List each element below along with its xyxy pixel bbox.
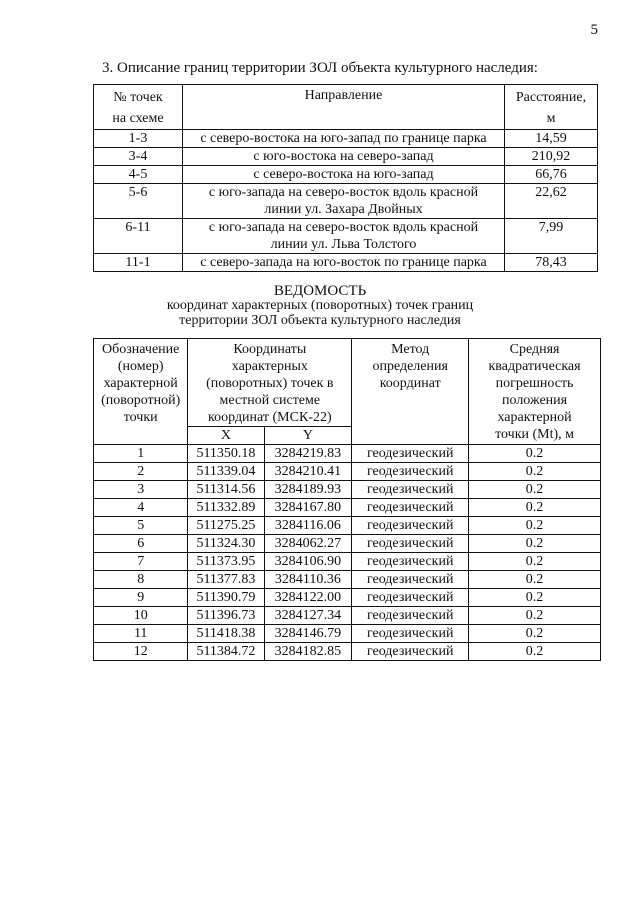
cell-accuracy: 0.2 [469,571,601,589]
boundary-header-row [94,85,598,130]
cell-accuracy: 0.2 [469,499,601,517]
header-text: Метод [391,342,430,357]
cell-points: 1-3 [94,130,183,148]
cell-x: 511373.95 [188,553,264,571]
header-point-no [94,85,183,130]
header-text: определения [372,359,448,374]
header-text: характерной [497,410,572,425]
table-row [94,481,601,499]
coordinates-table-body [94,445,601,661]
cell-accuracy: 0.2 [469,553,601,571]
cell-accuracy: 0.2 [469,481,601,499]
table-row [94,463,601,481]
cell-direction [183,148,505,166]
statement-subtitle-line-2: территории ЗОЛ объекта культурного наследия [179,313,461,328]
header-designation [94,339,188,445]
cell-method: геодезический [352,571,469,589]
cell-distance: 210,92 [505,148,598,166]
cell-method: геодезический [352,499,469,517]
cell-point-number: 7 [94,553,188,571]
boundary-table [93,84,598,272]
header-text: местной системе [219,393,321,408]
table-row [94,643,601,661]
cell-x: 511314.56 [188,481,264,499]
cell-distance: 66,76 [505,166,598,184]
cell-y: 3284110.36 [264,571,352,589]
cell-distance: 78,43 [505,254,598,272]
cell-method: геодезический [352,535,469,553]
cell-x: 511390.79 [188,589,264,607]
cell-y: 3284122.00 [264,589,352,607]
cell-accuracy: 0.2 [469,463,601,481]
cell-y: 3284167.80 [264,499,352,517]
header-text: координат [379,376,441,391]
direction-line: с юго-востока на северо-запад [253,149,434,164]
cell-y: 3284106.90 [264,553,352,571]
cell-distance: 22,62 [505,184,598,219]
table-row [94,499,601,517]
cell-point-number: 4 [94,499,188,517]
cell-accuracy: 0.2 [469,535,601,553]
cell-x: 511339.04 [188,463,264,481]
header-text: точки (Mt), м [495,427,575,442]
coordinates-table [93,338,601,661]
header-text: характерной [103,376,178,391]
cell-accuracy: 0.2 [469,445,601,463]
header-text: квадратическая [488,359,581,374]
table-row [94,553,601,571]
cell-points: 4-5 [94,166,183,184]
cell-accuracy: 0.2 [469,517,601,535]
header-accuracy [469,339,601,445]
cell-x: 511384.72 [188,643,264,661]
cell-x: 511275.25 [188,517,264,535]
cell-accuracy: 0.2 [469,643,601,661]
cell-direction [183,254,505,272]
cell-y: 3284127.34 [264,607,352,625]
direction-line: линии ул. Захара Двойных [264,202,423,217]
coord-header-row [94,339,601,427]
cell-points: 11-1 [94,254,183,272]
header-distance [505,85,598,130]
table-row [94,148,598,166]
cell-y: 3284116.06 [264,517,352,535]
cell-method: геодезический [352,589,469,607]
table-row [94,517,601,535]
header-text: № точек [113,90,163,105]
table-row [94,166,598,184]
cell-method: геодезический [352,463,469,481]
direction-line: с юго-запада на северо-восток вдоль красной [208,185,479,200]
header-text: характерных [231,359,308,374]
cell-x: 511324.30 [188,535,264,553]
cell-point-number: 5 [94,517,188,535]
table-row [94,219,598,254]
cell-method: геодезический [352,625,469,643]
table-row [94,589,601,607]
cell-x: 511377.83 [188,571,264,589]
table-row [94,130,598,148]
header-text: Расстояние, [515,90,587,105]
header-text: Координаты [233,342,307,357]
cell-point-number: 10 [94,607,188,625]
cell-point-number: 12 [94,643,188,661]
cell-y: 3284219.83 [264,445,352,463]
header-text: Средняя [509,342,560,357]
cell-method: геодезический [352,643,469,661]
page-number: 5 [590,22,598,38]
cell-x: 511350.18 [188,445,264,463]
cell-y: 3284210.41 [264,463,352,481]
cell-direction [183,166,505,184]
cell-distance: 7,99 [505,219,598,254]
cell-method: геодезический [352,517,469,535]
cell-accuracy: 0.2 [469,625,601,643]
header-text: (поворотных) точек в [206,376,334,391]
header-y: Y [264,427,352,445]
section-heading: 3. Описание границ территории ЗОЛ объекта культурного наследия: [102,60,538,76]
cell-direction [183,130,505,148]
header-text: Обозначение [102,342,180,357]
cell-accuracy: 0.2 [469,607,601,625]
cell-point-number: 6 [94,535,188,553]
table-row [94,184,598,219]
cell-direction [183,219,505,254]
cell-point-number: 2 [94,463,188,481]
cell-accuracy: 0.2 [469,589,601,607]
cell-point-number: 11 [94,625,188,643]
cell-points: 3-4 [94,148,183,166]
table-row [94,254,598,272]
cell-method: геодезический [352,481,469,499]
table-row [94,625,601,643]
cell-y: 3284182.85 [264,643,352,661]
statement-subtitle-line-1: координат характерных (поворотных) точек границ [166,298,474,313]
cell-points: 5-6 [94,184,183,219]
table-row [94,571,601,589]
header-direction: Направление [183,85,505,130]
boundary-table-body [94,130,598,272]
cell-y: 3284189.93 [264,481,352,499]
cell-point-number: 3 [94,481,188,499]
table-row [94,607,601,625]
cell-y: 3284062.27 [264,535,352,553]
cell-method: геодезический [352,553,469,571]
cell-distance: 14,59 [505,130,598,148]
header-text: на схеме [112,111,164,126]
header-text: координат (МСК-22) [208,410,332,425]
header-text: (поворотной) [101,393,181,408]
statement-title: ВЕДОМОСТЬ [273,283,367,299]
cell-direction [183,184,505,219]
cell-point-number: 1 [94,445,188,463]
header-text: точки [123,410,158,425]
table-row [94,535,601,553]
direction-line: с юго-запада на северо-восток вдоль красной [208,220,479,235]
header-x: X [188,427,264,445]
header-method [352,339,469,445]
direction-line: с северо-востока на юго-запад по границе парка [200,131,487,146]
cell-method: геодезический [352,445,469,463]
direction-line: с северо-запада на юго-восток по границе парка [200,255,487,270]
cell-x: 511332.89 [188,499,264,517]
header-text: положения [502,393,568,408]
cell-x: 511396.73 [188,607,264,625]
header-coordinates [188,339,352,427]
cell-points: 6-11 [94,219,183,254]
cell-x: 511418.38 [188,625,264,643]
table-row [94,445,601,463]
header-text: м [546,111,556,126]
cell-point-number: 9 [94,589,188,607]
direction-line: линии ул. Льва Толстого [270,237,417,252]
cell-point-number: 8 [94,571,188,589]
direction-line: с северо-востока на юго-запад [253,167,434,182]
cell-method: геодезический [352,607,469,625]
header-text: погрешность [495,376,574,391]
cell-y: 3284146.79 [264,625,352,643]
header-text: (номер) [117,359,164,374]
